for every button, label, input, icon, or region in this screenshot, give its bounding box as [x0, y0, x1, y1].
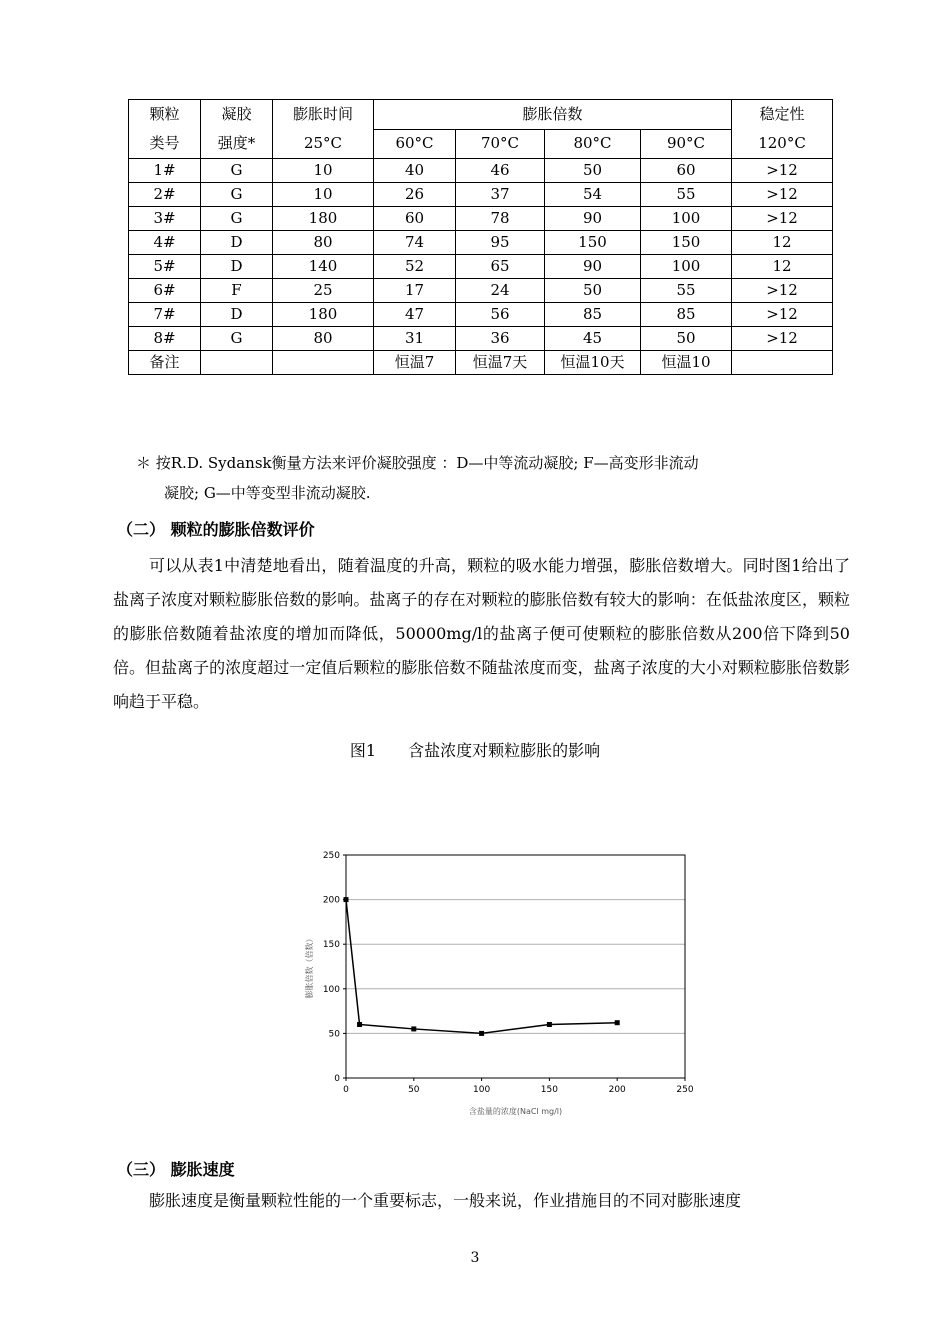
header-stability: 稳定性 120°C	[732, 100, 833, 159]
table-cell: 56	[456, 303, 545, 327]
page-number: 3	[470, 1250, 480, 1266]
figure-number: 图1	[349, 741, 377, 760]
table-cell: 10	[273, 159, 374, 183]
table-cell: 45	[545, 327, 641, 351]
x-tick-label: 150	[540, 1085, 558, 1095]
table-cell: D	[201, 255, 273, 279]
table-cell: 90	[545, 207, 641, 231]
table-cell: G	[201, 327, 273, 351]
table-cell: 74	[374, 231, 456, 255]
table-cell: F	[201, 279, 273, 303]
table-cell: 150	[545, 231, 641, 255]
table-cell: 95	[456, 231, 545, 255]
y-tick-label: 100	[322, 984, 340, 995]
table-cell: 65	[456, 255, 545, 279]
plot-frame	[346, 855, 685, 1078]
table-cell: 36	[456, 327, 545, 351]
table-cell: 60	[374, 207, 456, 231]
table-cell: 40	[374, 159, 456, 183]
table-cell: >12	[732, 279, 833, 303]
table-cell: 85	[641, 303, 732, 327]
remarks-cell	[201, 351, 273, 375]
figure-title: 含盐浓度对颗粒膨胀的影响	[408, 741, 601, 760]
series-line	[346, 900, 617, 1034]
table-cell: 50	[641, 327, 732, 351]
table-cell: 25	[273, 279, 374, 303]
table-cell: >12	[732, 303, 833, 327]
table-cell: 31	[374, 327, 456, 351]
table-cell: 100	[641, 207, 732, 231]
table-cell: 7#	[129, 303, 201, 327]
remarks-cell: 恒温7天	[456, 351, 545, 375]
remarks-cell	[732, 351, 833, 375]
y-tick-label: 0	[334, 1074, 340, 1084]
footnote-line-2: 凝胶; G—中等变型非流动凝胶.	[164, 484, 371, 502]
x-axis-label: 含盐量的浓度(NaCl mg/l)	[468, 1107, 563, 1116]
table-cell: 12	[732, 255, 833, 279]
salt-expansion-chart	[300, 845, 720, 1125]
table-cell: 47	[374, 303, 456, 327]
section-3-title: （三） 膨胀速度	[117, 1160, 235, 1179]
section-2-body	[113, 549, 850, 719]
table-cell: 5#	[129, 255, 201, 279]
table-cell: 78	[456, 207, 545, 231]
x-tick-label: 250	[676, 1085, 694, 1095]
table-cell: 50	[545, 159, 641, 183]
table-cell: 26	[374, 183, 456, 207]
header-expansion-time: 膨胀时间 25°C	[273, 100, 374, 159]
x-tick-label: 50	[408, 1085, 420, 1095]
table-row	[129, 231, 833, 255]
table-cell: 8#	[129, 327, 201, 351]
header-expansion-ratio: 膨胀倍数	[374, 100, 732, 130]
table-cell: D	[201, 231, 273, 255]
table-cell: 12	[732, 231, 833, 255]
y-tick-label: 200	[322, 895, 340, 906]
header-particle-id: 颗粒 类号	[129, 100, 201, 159]
table-row	[129, 327, 833, 351]
data-point	[344, 897, 349, 902]
footnote-line-1: ＊ 按R.D. Sydansk衡量方法来评价凝胶强度 ：D—中等流动凝胶; F—高变形非流动	[136, 454, 699, 472]
table-cell: 90	[545, 255, 641, 279]
table-cell: G	[201, 159, 273, 183]
table-cell: >12	[732, 183, 833, 207]
table-cell: D	[201, 303, 273, 327]
data-point	[357, 1022, 362, 1027]
table-row	[129, 183, 833, 207]
table-row	[129, 303, 833, 327]
figure-caption	[0, 738, 950, 761]
table-cell: 150	[641, 231, 732, 255]
remarks-label: 备注	[129, 351, 201, 375]
table-cell: 180	[273, 303, 374, 327]
remarks-cell: 恒温7	[374, 351, 456, 375]
table-cell: 55	[641, 279, 732, 303]
table-cell: 3#	[129, 207, 201, 231]
table-cell: 54	[545, 183, 641, 207]
data-table	[128, 99, 832, 375]
table-cell: G	[201, 183, 273, 207]
table-cell: 55	[641, 183, 732, 207]
table-cell: 10	[273, 183, 374, 207]
y-tick-label: 150	[322, 940, 340, 951]
data-point	[479, 1031, 484, 1036]
table-cell: 80	[273, 231, 374, 255]
table-row	[129, 255, 833, 279]
table-cell: 52	[374, 255, 456, 279]
table-cell: 100	[641, 255, 732, 279]
table-cell: >12	[732, 207, 833, 231]
table-cell: 2#	[129, 183, 201, 207]
y-axis-label: 膨胀倍数（倍数）	[305, 934, 314, 999]
section-2-paragraph: 可以从表1中清楚地看出，随着温度的升高，颗粒的吸水能力增强，膨胀倍数增大。同时图1给出了盐离子浓度对颗粒膨胀倍数的影响。盐离子的存在对颗粒的膨胀倍数有较大的影响：在低盐浓度区，颗粒的膨胀倍数随着盐浓度的增加而降低，50000mg/l的盐离子便可使颗粒的膨胀倍数从200倍下降到50倍。但盐离子的浓度超过一定值后颗粒的膨胀倍数不随盐浓度而变，盐离子浓度的大小对颗粒膨胀倍数影响趋于平稳。	[113, 556, 850, 711]
x-tick-label: 0	[343, 1085, 349, 1095]
table-cell: 140	[273, 255, 374, 279]
header-temp-80: 80°C	[545, 129, 641, 159]
table-cell: 60	[641, 159, 732, 183]
y-tick-label: 50	[328, 1029, 340, 1040]
table-cell: 4#	[129, 231, 201, 255]
remarks-cell: 恒温10天	[545, 351, 641, 375]
data-point	[547, 1022, 552, 1027]
table-cell: 24	[456, 279, 545, 303]
table-cell: 37	[456, 183, 545, 207]
remarks-cell	[273, 351, 374, 375]
section-3-body	[113, 1184, 850, 1218]
table-cell: 6#	[129, 279, 201, 303]
data-point	[411, 1026, 416, 1031]
table-cell: 46	[456, 159, 545, 183]
header-temp-90: 90°C	[641, 129, 732, 159]
header-temp-60: 60°C	[374, 129, 456, 159]
table-row	[129, 159, 833, 183]
remarks-cell: 恒温10	[641, 351, 732, 375]
table-row	[129, 279, 833, 303]
table-cell: >12	[732, 327, 833, 351]
section-2-title: （二） 颗粒的膨胀倍数评价	[117, 520, 315, 539]
expansion-table	[128, 99, 833, 375]
table-cell: G	[201, 207, 273, 231]
table-cell: 80	[273, 327, 374, 351]
table-row	[129, 207, 833, 231]
table-cell: 1#	[129, 159, 201, 183]
table-cell: 85	[545, 303, 641, 327]
header-temp-70: 70°C	[456, 129, 545, 159]
y-tick-label: 250	[322, 851, 340, 861]
x-tick-label: 200	[608, 1085, 626, 1095]
table-cell: 50	[545, 279, 641, 303]
table-footnote	[136, 448, 699, 508]
section-3-paragraph: 膨胀速度是衡量颗粒性能的一个重要标志，一般来说，作业措施目的不同对膨胀速度	[149, 1191, 742, 1210]
data-point	[615, 1020, 620, 1025]
header-gel-strength: 凝胶 强度*	[201, 100, 273, 159]
table-cell: 180	[273, 207, 374, 231]
table-cell: 17	[374, 279, 456, 303]
table-cell: >12	[732, 159, 833, 183]
x-tick-label: 100	[473, 1085, 491, 1095]
